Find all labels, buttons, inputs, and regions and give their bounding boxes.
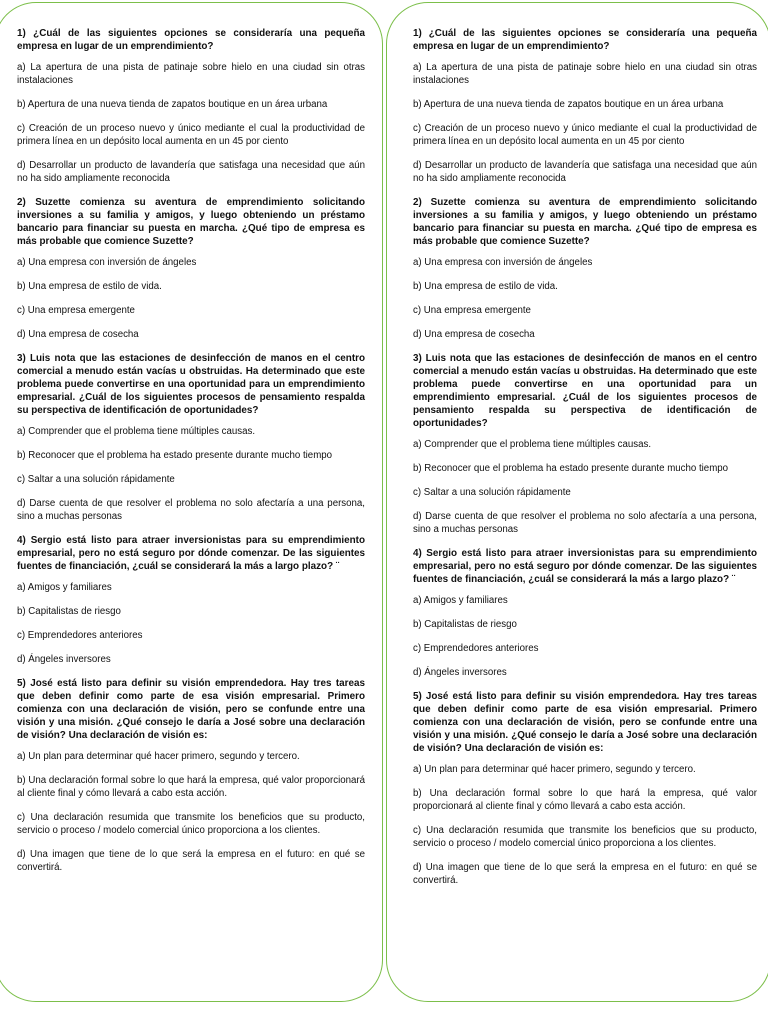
question-4-option-d: d) Ángeles inversores [17, 654, 111, 665]
question-4-option-d: d) Ángeles inversores [413, 667, 507, 678]
question-1-option-c: c) Creación de un proceso nuevo y único mediante el cual la productividad de primera línea en un depósito local aumenta en un 45 por ciento [17, 123, 365, 147]
question-5-option-a: a) Un plan para determinar qué hacer primero, segundo y tercero. [413, 764, 696, 775]
question-4: 4) Sergio está listo para atraer inversionistas para su emprendimiento empresarial, pero no está seguro por dónde comenzar. De las siguientes fuentes de financiación, ¿cuál se considerará la más a largo plazo? ¨ [413, 548, 757, 585]
question-3-option-b: b) Reconocer que el problema ha estado presente durante mucho tiempo [17, 450, 333, 461]
left-quiz-panel [0, 2, 383, 1002]
question-5: 5) José está listo para definir su visión emprendedora. Hay tres tareas que deben definir como parte de esa visión empresarial. Primero comienza con una declaración de visión, pero se confunde entre una visión y una misión. ¿Qué consejo le daría a José sobre una declaración de visión? Una declaración de visión es: [413, 691, 757, 754]
question-3: 3) Luis nota que las estaciones de desinfección de manos en el centro comercial a menudo están vacías u obstruidas. Ha determinado que este problema puede convertirse en una oportunidad para un emprendimiento empresarial. ¿Cuál de los siguientes procesos de pensamiento respalda su perspectiva de identificación de oportunidades? [413, 353, 757, 429]
question-3-option-a: a) Comprender que el problema tiene múltiples causas. [413, 439, 652, 450]
right-quiz-panel [386, 2, 768, 1002]
question-2-option-a: a) Una empresa con inversión de ángeles [413, 257, 593, 268]
question-1-option-d: d) Desarrollar un producto de lavandería que satisfaga una necesidad que aún no ha sido ampliamente reconocida [413, 160, 757, 184]
question-4-option-b: b) Capitalistas de riesgo [413, 619, 517, 630]
question-2-option-d: d) Una empresa de cosecha [413, 329, 535, 340]
question-5-option-d: d) Una imagen que tiene de lo que será la empresa en el futuro: en qué se convertirá. [17, 849, 365, 873]
question-2-option-c: c) Una empresa emergente [413, 305, 531, 316]
question-5-option-c: c) Una declaración resumida que transmite los beneficios que su producto, servicio o proceso / modelo comercial único proporciona a los clientes. [413, 825, 757, 849]
question-5-option-b: b) Una declaración formal sobre lo que hará la empresa, qué valor proporcionará al cliente final y cómo llevará a cabo esta acción. [413, 788, 757, 812]
question-2: 2) Suzette comienza su aventura de emprendimiento solicitando inversiones a su familia y amigos, y luego obteniendo un préstamo bancario para financiar su puesta en marcha. ¿Qué tipo de empresa es más probable que comience Suzette? [413, 197, 757, 247]
question-3-option-d: d) Darse cuenta de que resolver el problema no solo afectaría a una persona, sino a muchas personas [413, 511, 757, 535]
question-3-option-c: c) Saltar a una solución rápidamente [17, 474, 175, 485]
question-1-option-c: c) Creación de un proceso nuevo y único mediante el cual la productividad de primera línea en un depósito local aumenta en un 45 por ciento [413, 123, 757, 147]
question-5-option-d: d) Una imagen que tiene de lo que será la empresa en el futuro: en qué se convertirá. [413, 862, 757, 886]
question-2-option-b: b) Una empresa de estilo de vida. [413, 281, 558, 292]
question-2-option-a: a) Una empresa con inversión de ángeles [17, 257, 197, 268]
question-5-option-a: a) Un plan para determinar qué hacer primero, segundo y tercero. [17, 751, 300, 762]
question-3-option-c: c) Saltar a una solución rápidamente [413, 487, 571, 498]
question-4-option-c: c) Emprendedores anteriores [17, 630, 143, 641]
question-1: 1) ¿Cuál de las siguientes opciones se consideraría una pequeña empresa en lugar de un emprendimiento? [17, 28, 365, 52]
question-1-option-b: b) Apertura de una nueva tienda de zapatos boutique en un área urbana [413, 99, 724, 110]
question-3-option-d: d) Darse cuenta de que resolver el problema no solo afectaría a una persona, sino a muchas personas [17, 498, 365, 522]
question-2-option-d: d) Una empresa de cosecha [17, 329, 139, 340]
question-1-option-d: d) Desarrollar un producto de lavandería que satisfaga una necesidad que aún no ha sido ampliamente reconocida [17, 160, 365, 184]
question-3: 3) Luis nota que las estaciones de desinfección de manos en el centro comercial a menudo están vacías u obstruidas. Ha determinado que este problema puede convertirse en una oportunidad para un emprendimiento empresarial. ¿Cuál de los siguientes procesos de pensamiento respalda su perspectiva de identificación de oportunidades? [17, 353, 365, 416]
question-4-option-a: a) Amigos y familiares [17, 582, 112, 593]
question-4-option-b: b) Capitalistas de riesgo [17, 606, 121, 617]
question-4-option-c: c) Emprendedores anteriores [413, 643, 539, 654]
question-2-option-c: c) Una empresa emergente [17, 305, 135, 316]
question-4: 4) Sergio está listo para atraer inversionistas para su emprendimiento empresarial, pero no está seguro por dónde comenzar. De las siguientes fuentes de financiación, ¿cuál se considerará la más a largo plazo? ¨ [17, 535, 365, 572]
question-4-option-a: a) Amigos y familiares [413, 595, 508, 606]
question-3-option-b: b) Reconocer que el problema ha estado presente durante mucho tiempo [413, 463, 729, 474]
question-2: 2) Suzette comienza su aventura de emprendimiento solicitando inversiones a su familia y amigos, y luego obteniendo un préstamo bancario para financiar su puesta en marcha. ¿Qué tipo de empresa es más probable que comience Suzette? [17, 197, 365, 247]
question-1-option-b: b) Apertura de una nueva tienda de zapatos boutique en un área urbana [17, 99, 328, 110]
question-1: 1) ¿Cuál de las siguientes opciones se consideraría una pequeña empresa en lugar de un emprendimiento? [413, 28, 757, 52]
question-1-option-a: a) La apertura de una pista de patinaje sobre hielo en una ciudad sin otras instalaciones [17, 62, 365, 86]
question-1-option-a: a) La apertura de una pista de patinaje sobre hielo en una ciudad sin otras instalaciones [413, 62, 757, 86]
question-2-option-b: b) Una empresa de estilo de vida. [17, 281, 162, 292]
question-5: 5) José está listo para definir su visión emprendedora. Hay tres tareas que deben definir como parte de esa visión empresarial. Primero comienza con una declaración de visión, pero se confunde entre una visión y una misión. ¿Qué consejo le daría a José sobre una declaración de visión? Una declaración de visión es: [17, 678, 365, 741]
question-5-option-c: c) Una declaración resumida que transmite los beneficios que su producto, servicio o proceso / modelo comercial único proporciona a los clientes. [17, 812, 365, 836]
left-quiz-content [17, 27, 365, 885]
right-quiz-content [413, 27, 757, 898]
question-5-option-b: b) Una declaración formal sobre lo que hará la empresa, qué valor proporcionará al cliente final y cómo llevará a cabo esta acción. [17, 775, 365, 799]
question-3-option-a: a) Comprender que el problema tiene múltiples causas. [17, 426, 256, 437]
